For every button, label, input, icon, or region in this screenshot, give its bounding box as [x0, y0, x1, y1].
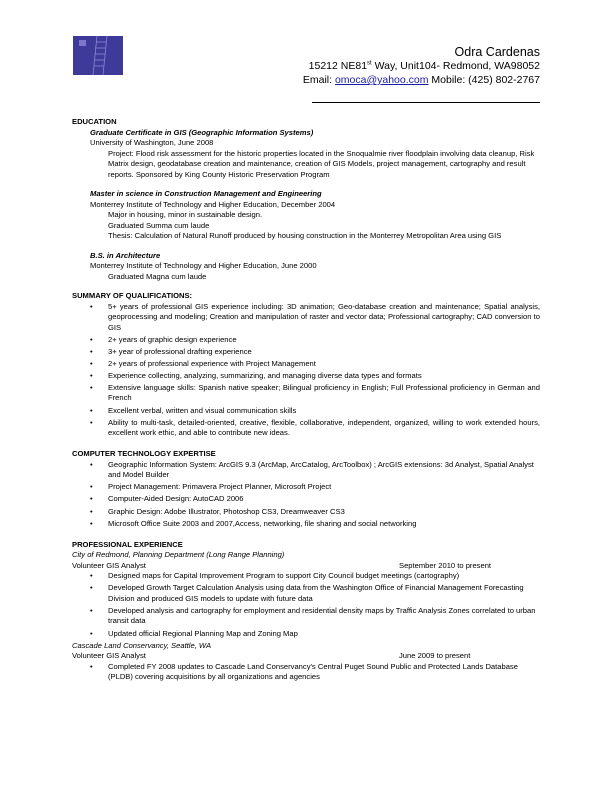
list-item: • 3+ year of professional drafting experience — [90, 346, 252, 356]
list-item: • Updated official Regional Planning Map and Zoning Map — [90, 628, 298, 638]
job-duties — [72, 571, 540, 639]
job-role-row — [72, 651, 540, 662]
degree-title: Master in science in Construction Management and Engineering — [90, 189, 322, 198]
resume-body — [72, 117, 540, 684]
candidate-name: Odra Cardenas — [454, 45, 540, 59]
degree-detail: Thesis: Calculation of Natural Runoff produced by housing construction in the Monterrey Metropolitan Area using GIS — [108, 231, 502, 240]
summary-list — [72, 302, 540, 439]
computer-list — [72, 460, 540, 529]
summary-heading: SUMMARY OF QUALIFICATIONS: — [72, 291, 193, 300]
list-item: • Project Management: Primavera Project Planner, Microsoft Project — [90, 482, 332, 492]
list-item: • Designed maps for Capital Improvement Program to support City Council budget meetings (cartography) — [90, 571, 460, 581]
contact-header — [303, 44, 540, 88]
list-item: • Geographic Information System: ArcGIS 9.3 (ArcMap, ArcCatalog, ArcToolbox) ; ArcGIS extensions: 3d Analyst, Spatial Analyst and Model Builder — [90, 459, 534, 480]
degree-detail: Major in housing, minor in sustainable design. — [108, 210, 263, 219]
list-item: • Computer-Aided Design: AutoCAD 2006 — [90, 494, 244, 504]
address-line: 15212 NE81st Way, Unit104- Redmond, WA98052 — [308, 60, 540, 73]
logo — [73, 36, 123, 75]
list-item: • Ability to multi-task, detailed-oriented, creative, flexible, collaborative, independent, organized, willing to work extended hours, excellent work ethic, and able to contribute new ideas. — [90, 417, 540, 438]
list-item: • Microsoft Office Suite 2003 and 2007,Access, networking, file sharing and social networking — [90, 518, 417, 528]
education-heading: EDUCATION — [72, 117, 117, 126]
experience-heading: PROFESSIONAL EXPERIENCE — [72, 539, 183, 549]
list-item: • Completed FY 2008 updates to Cascade Land Conservancy's Central Puget Sound Public and Protected Lands Database (PLDB) covering acquisitions by all organizations and agencies — [90, 661, 518, 682]
list-item: • Excellent verbal, written and visual communication skills — [90, 405, 297, 415]
job-organization: City of Redmond, Planning Department (Long Range Planning) — [72, 550, 285, 560]
degree-detail: Project: Flood risk assessment for the historic properties located in the Snoqualmie river floodplain involving data cleanup, Risk Matrix design, geodatabase creation and maintenance, creation of GIS Models, project management, cartography and result reports. Sponsored by King County Historic Preservation Program — [108, 148, 535, 179]
degree-school: Monterrey Institute of Technology and Higher Education, June 2000 — [90, 261, 317, 270]
list-item: • 2+ years of graphic design experience — [90, 334, 237, 344]
header-rule — [312, 102, 540, 103]
degree-detail: Graduated Summa cum laude — [108, 220, 210, 230]
computer-heading: COMPUTER TECHNOLOGY EXPERTISE — [72, 449, 216, 459]
list-item: • Experience collecting, analyzing, summarizing, and managing diverse data types and formats — [90, 370, 422, 380]
job-role: Volunteer GIS Analyst — [72, 560, 146, 570]
job-organization: Cascade Land Conservancy, Seattle, WA — [72, 640, 212, 650]
degree-title: B.S. in Architecture — [90, 250, 161, 260]
list-item: • Graphic Design: Adobe Illustrator, Photoshop CS3, Dreamweaver CS3 — [90, 506, 345, 516]
job-dates: June 2009 to present — [399, 651, 471, 661]
job-role-row — [72, 561, 540, 572]
list-item: • Extensive language skills: Spanish native speaker; Bilingual proficiency in English; Full Professional proficiency in German and French — [90, 382, 540, 403]
email-link[interactable]: omoca@yahoo.com — [334, 73, 429, 86]
contact-line: Email: omoca@yahoo.com Mobile: (425) 802-2767 — [302, 73, 540, 86]
degree-school: Monterrey Institute of Technology and Higher Education, December 2004 — [90, 199, 336, 209]
degree-school: University of Washington, June 2008 — [90, 138, 214, 147]
degree-title: Graduate Certificate in GIS (Geographic Information Systems) — [90, 127, 314, 137]
list-item: • 5+ years of professional GIS experience including: 3D animation; Geo-database creation and maintenance; Spatial analysis, geoprocessing and modeling; Creation and manipulation of raster and vector data; Professional cartography; CAD conversion to GIS — [90, 301, 540, 332]
list-item: • Developed analysis and cartography for employment and residential density maps by Traffic Analysis Zones correlated to urban transit data — [90, 605, 536, 626]
list-item: • 2+ years of professional experience with Project Management — [90, 358, 316, 368]
list-item: • Developed Growth Target Calculation Analysis using data from the Washington Office of Financial Management Forecasting Division and produced GIS models to update with future data — [90, 583, 524, 603]
job-dates: September 2010 to present — [399, 560, 492, 570]
degree-detail: Graduated Magna cum laude — [108, 271, 207, 281]
job-role: Volunteer GIS Analyst — [72, 651, 146, 661]
job-duties — [72, 662, 540, 683]
